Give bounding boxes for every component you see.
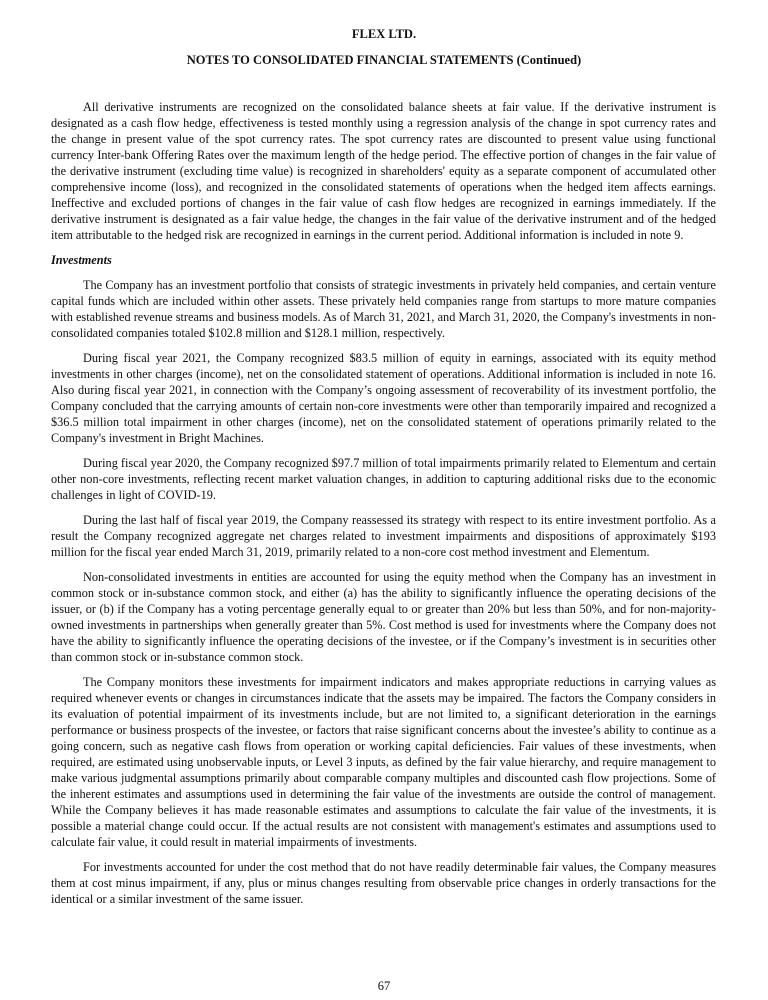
- investments-paragraph-6: The Company monitors these investments for impairment indicators and makes appropriate reductions in carrying values as required whenever events or changes in circumstances indicate that the assets may be impaired. The factors the Company considers in its evaluation of potential impairment of its investments include, but are not limited to, a significant deterioration in the earnings performance or business prospects of the investee, or factors that raise significant concerns about the investee’s ability to continue as a going concern, such as negative cash flows from operation or working capital deficiencies. Fair values of these investments, when required, are estimated using unobservable inputs, or Level 3 inputs, as defined by the fair value hierarchy, and require management to make various judgmental assumptions primarily about comparable company multiples and discounted cash flow projections. Some of the inherent estimates and assumptions used in determining the fair value of the investments are outside the control of management. While the Company believes it has made reasonable estimates and assumptions to calculate the fair value of the investments, it is possible a material change could occur. If the actual results are not consistent with management's estimates and assumptions used to calculate fair value, it could result in material impairments of investments.: [51, 675, 716, 849]
- investments-paragraph-5: Non-consolidated investments in entities are accounted for using the equity method when the Company has an investment in common stock or in-substance common stock, and either (a) has the ability to significantly influence the operating decisions of the issuer, or (b) if the Company has a voting percentage generally equal to or greater than 20% but less than 50%, and for non-majority-owned investments in partnerships when generally greater than 5%. Cost method is used for investments where the Company does not have the ability to significantly influence the operating decisions of the investee, or if the Company’s investment is in securities other than common stock or in-substance common stock.: [51, 570, 716, 664]
- document-body: [51, 99, 716, 907]
- investments-paragraph-4: During the last half of fiscal year 2019, the Company reassessed its strategy with respect to its entire investment portfolio. As a result the Company recognized aggregate net charges related to investment impairments and dispositions of approximately $193 million for the fiscal year ended March 31, 2019, primarily related to a non-core cost method investment and Elementum.: [51, 513, 716, 559]
- investments-heading: Investments: [51, 253, 112, 267]
- investments-paragraph-3: During fiscal year 2020, the Company recognized $97.7 million of total impairments primarily related to Elementum and certain other non-core investments, reflecting recent market valuation changes, in addition to capturing additional risks due to the economic challenges in light of COVID-19.: [51, 456, 716, 502]
- page-title: NOTES TO CONSOLIDATED FINANCIAL STATEMENTS (Continued): [186, 53, 582, 67]
- investments-paragraph-2: During fiscal year 2021, the Company recognized $83.5 million of equity in earnings, associated with its equity method investments in other charges (income), net on the consolidated statement of operations. Additional information is included in note 16. Also during fiscal year 2021, in connection with the Company’s ongoing assessment of recoverability of its investment portfolio, the Company concluded that the carrying amounts of certain non-core investments were other than temporarily impaired and recognized a $36.5 million total impairment in other charges (income), net on the consolidated statement of operations primarily related to the Company's investment in Bright Machines.: [51, 351, 716, 445]
- investments-paragraph-1: The Company has an investment portfolio that consists of strategic investments in privately held companies, and certain venture capital funds which are included within other assets. These privately held companies range from startups to more mature companies with established revenue streams and business models. As of March 31, 2021, and March 31, 2020, the Company's investments in non-consolidated companies totaled $102.8 million and $128.1 million, respectively.: [51, 278, 716, 340]
- derivatives-paragraph: All derivative instruments are recognized on the consolidated balance sheets at fair value. If the derivative instrument is designated as a cash flow hedge, effectiveness is tested monthly using a regression analysis of the change in spot currency rates and the change in present value of the spot currency rates. The spot currency rates are discounted to present value using functional currency Inter-bank Offering Rates over the maximum length of the hedge period. The effective portion of changes in the fair value of the derivative instrument (excluding time value) is recognized in shareholders' equity as a separate component of accumulated other comprehensive income (loss), and recognized in the consolidated statements of operations when the hedged item affects earnings. Ineffective and excluded portions of changes in the fair value of cash flow hedges are recognized in earnings immediately. If the derivative instrument is designated as a fair value hedge, the changes in the fair value of the derivative instrument and of the hedged item attributable to the hedged risk are recognized in earnings in the current period. Additional information is included in note 9.: [51, 100, 716, 242]
- investments-paragraph-7: For investments accounted for under the cost method that do not have readily determinable fair values, the Company measures them at cost minus impairment, if any, plus or minus changes resulting from observable price changes in orderly transactions for the identical or a similar investment of the same issuer.: [51, 860, 716, 906]
- page-number: 67: [377, 979, 391, 993]
- company-name: FLEX LTD.: [351, 27, 417, 41]
